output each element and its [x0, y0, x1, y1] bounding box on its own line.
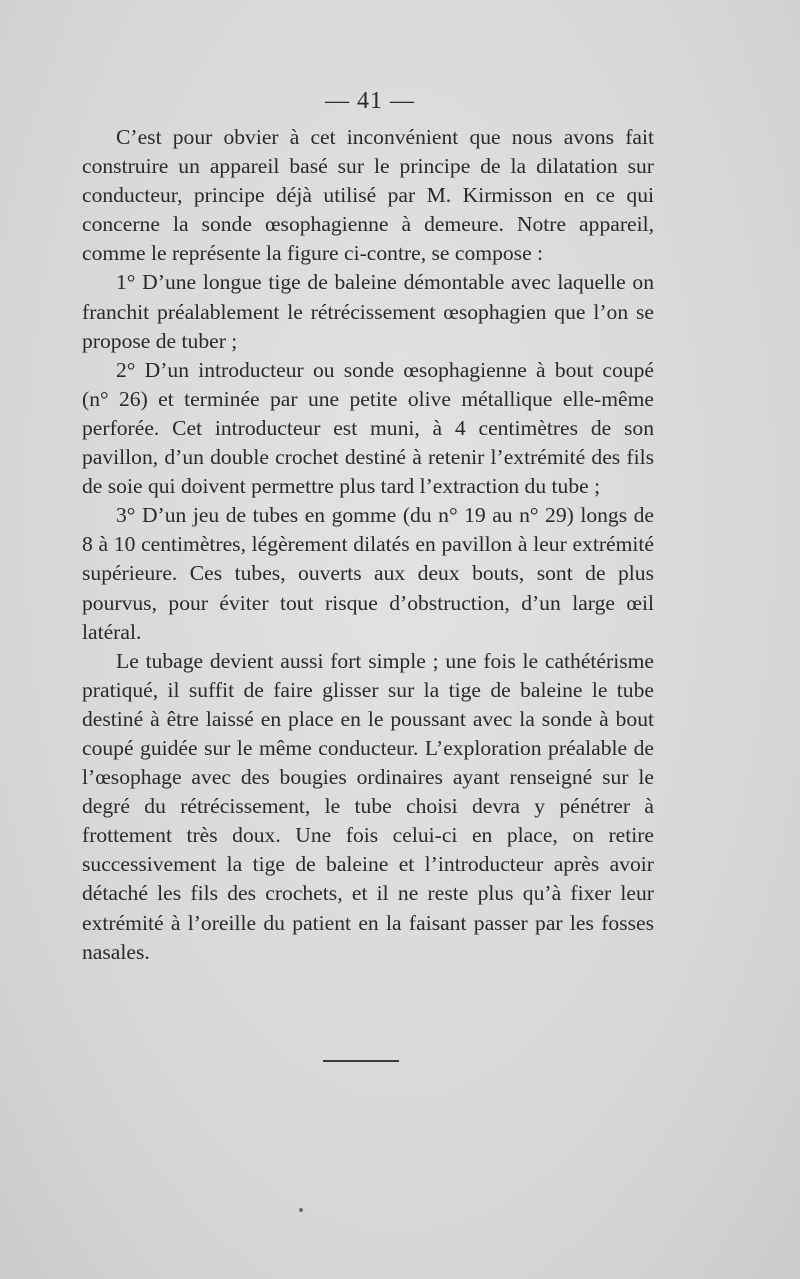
section-end-rule: [323, 1060, 399, 1062]
paragraph-procedure: Le tubage devient aussi fort simple ; une fois le cathétérisme pratiqué, il suffit de faire glisser sur la tige de baleine le tube destiné à être laissé en place en le poussant avec la sonde à bout coupé guidée sur le même conducteur. L’exploration préalable de l’œsophage avec des bougies ordinaires ayant renseigné sur le degré du rétrécissement, le tube choisi devra y pénétrer à frottement très doux. Une fois celui-ci en place, on retire successivement la tige de baleine et l’introducteur après avoir détaché les fils des crochets, et il ne reste plus qu’à fixer leur extrémité à l’oreille du patient en la faisant passer par les fosses nasales.: [82, 648, 654, 964]
page-number: — 41 —: [325, 88, 415, 114]
paragraph-item-1: 1° D’une longue tige de baleine démontable avec laquelle on franchit préalablement le rétrécissement œsophagien que l’on se propose de tuber ;: [82, 270, 654, 353]
body-text: [82, 123, 654, 967]
paragraph-item-2: 2° D’un introducteur ou sonde œsophagienne à bout coupé (n° 26) et terminée par une petite olive métallique elle-même perforée. Cet introducteur est muni, à 4 centimètres de son pavillon, d’un double crochet destiné à retenir l’extrémité des fils de soie qui doivent permettre plus tard l’extraction du tube ;: [82, 357, 654, 499]
paragraph-item-3: 3° D’un jeu de tubes en gomme (du n° 19 au n° 29) longs de 8 à 10 centimètres, légèrement dilatés en pavillon à leur extrémité supérieure. Ces tubes, ouverts aux deux bouts, sont de plus pourvus, pour éviter tout risque d’obstruction, d’un large œil latéral.: [82, 503, 654, 644]
paper-speck: [299, 1208, 303, 1212]
paragraph-intro: C’est pour obvier à cet inconvénient que nous avons fait construire un appareil basé sur le principe de la dilatation sur conducteur, principe déjà utilisé par M. Kirmisson en ce qui concerne la sonde œsophagienne à demeure. Notre appareil, comme le représente la figure ci-contre, se compose :: [82, 125, 654, 266]
